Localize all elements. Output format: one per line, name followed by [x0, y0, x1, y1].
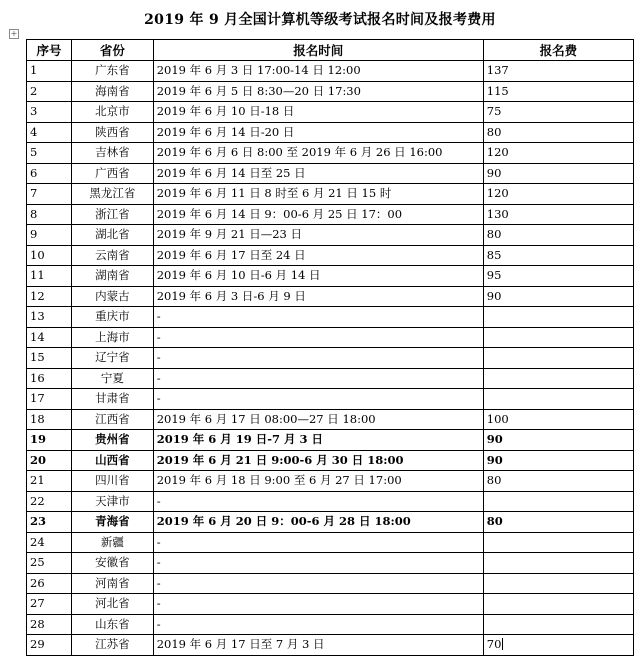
row-time[interactable]: -: [153, 307, 483, 328]
row-fee[interactable]: [483, 614, 633, 635]
table-row: [27, 266, 634, 287]
row-fee[interactable]: [483, 491, 633, 512]
row-number[interactable]: 20: [27, 450, 72, 471]
row-time[interactable]: -: [153, 573, 483, 594]
row-number[interactable]: 19: [27, 430, 72, 451]
row-province[interactable]: 海南省: [71, 81, 153, 102]
row-province[interactable]: 贵州省: [71, 430, 153, 451]
row-time[interactable]: 2019 年 6 月 3 日-6 月 9 日: [153, 286, 483, 307]
table-row: [27, 512, 634, 533]
row-number[interactable]: 10: [27, 245, 72, 266]
table-row: [27, 491, 634, 512]
table-body: [27, 61, 634, 656]
row-fee[interactable]: 70: [483, 635, 633, 656]
header-fee: 报名费: [483, 40, 633, 61]
row-fee[interactable]: 115: [483, 81, 633, 102]
row-fee[interactable]: 80: [483, 512, 633, 533]
table-row: [27, 122, 634, 143]
row-number[interactable]: 2: [27, 81, 72, 102]
row-time[interactable]: 2019 年 6 月 10 日-18 日: [153, 102, 483, 123]
row-number[interactable]: 6: [27, 163, 72, 184]
row-province[interactable]: 重庆市: [71, 307, 153, 328]
header-province: 省份: [71, 40, 153, 61]
row-number[interactable]: 5: [27, 143, 72, 164]
row-fee[interactable]: [483, 573, 633, 594]
table-move-handle-icon[interactable]: +: [10, 29, 18, 38]
table-header-row: [27, 40, 634, 61]
row-province[interactable]: 湖北省: [71, 225, 153, 246]
row-number[interactable]: 18: [27, 409, 72, 430]
table-row: [27, 102, 634, 123]
row-number[interactable]: 15: [27, 348, 72, 369]
row-province[interactable]: 江苏省: [71, 635, 153, 656]
row-number[interactable]: 7: [27, 184, 72, 205]
row-number[interactable]: 17: [27, 389, 72, 410]
row-number[interactable]: 25: [27, 553, 72, 574]
row-number[interactable]: 26: [27, 573, 72, 594]
row-time[interactable]: 2019 年 6 月 18 日 9:00 至 6 月 27 日 17:00: [153, 471, 483, 492]
table-row: [27, 348, 634, 369]
row-province[interactable]: 北京市: [71, 102, 153, 123]
row-number[interactable]: 22: [27, 491, 72, 512]
row-fee[interactable]: 80: [483, 225, 633, 246]
row-number[interactable]: 23: [27, 512, 72, 533]
row-number[interactable]: 4: [27, 122, 72, 143]
row-province[interactable]: 湖南省: [71, 266, 153, 287]
table-row: [27, 61, 634, 82]
row-province[interactable]: 江西省: [71, 409, 153, 430]
row-time[interactable]: -: [153, 553, 483, 574]
header-no: 序号: [27, 40, 72, 61]
table-row: [27, 532, 634, 553]
row-number[interactable]: 14: [27, 327, 72, 348]
row-number[interactable]: 8: [27, 204, 72, 225]
table-row: [27, 327, 634, 348]
row-time[interactable]: 2019 年 6 月 5 日 8:30—20 日 17:30: [153, 81, 483, 102]
row-fee[interactable]: 120: [483, 143, 633, 164]
table-row: [27, 553, 634, 574]
row-number[interactable]: 16: [27, 368, 72, 389]
document-title: 2019 年 9 月全国计算机等级考试报名时间及报考费用: [144, 12, 496, 28]
table-row: [27, 225, 634, 246]
row-number[interactable]: 1: [27, 61, 72, 82]
row-province[interactable]: 天津市: [71, 491, 153, 512]
row-province[interactable]: 山东省: [71, 614, 153, 635]
table-row: [27, 614, 634, 635]
row-fee[interactable]: 90: [483, 163, 633, 184]
row-fee[interactable]: [483, 532, 633, 553]
row-province[interactable]: 辽宁省: [71, 348, 153, 369]
row-number[interactable]: 21: [27, 471, 72, 492]
row-time[interactable]: 2019 年 9 月 21 日—23 日: [153, 225, 483, 246]
row-number[interactable]: 24: [27, 532, 72, 553]
row-fee[interactable]: 90: [483, 450, 633, 471]
row-number[interactable]: 28: [27, 614, 72, 635]
row-time[interactable]: -: [153, 594, 483, 615]
table-row: [27, 573, 634, 594]
row-time[interactable]: -: [153, 614, 483, 635]
header-time: 报名时间: [153, 40, 483, 61]
row-province[interactable]: 山西省: [71, 450, 153, 471]
row-fee[interactable]: [483, 594, 633, 615]
row-fee[interactable]: 100: [483, 409, 633, 430]
row-fee[interactable]: 75: [483, 102, 633, 123]
row-fee[interactable]: 90: [483, 430, 633, 451]
row-province[interactable]: 四川省: [71, 471, 153, 492]
row-province[interactable]: 河南省: [71, 573, 153, 594]
row-time[interactable]: 2019 年 6 月 14 日 9：00-6 月 25 日 17：00: [153, 204, 483, 225]
row-time[interactable]: 2019 年 6 月 14 日-20 日: [153, 122, 483, 143]
table-row: [27, 430, 634, 451]
row-time[interactable]: 2019 年 6 月 19 日-7 月 3 日: [153, 430, 483, 451]
row-fee[interactable]: 137: [483, 61, 633, 82]
row-fee[interactable]: 130: [483, 204, 633, 225]
table-row: [27, 204, 634, 225]
row-time[interactable]: 2019 年 6 月 17 日 08:00—27 日 18:00: [153, 409, 483, 430]
row-fee[interactable]: [483, 307, 633, 328]
row-number[interactable]: 29: [27, 635, 72, 656]
table-row: [27, 594, 634, 615]
row-province[interactable]: 内蒙古: [71, 286, 153, 307]
row-number[interactable]: 11: [27, 266, 72, 287]
table-row: [27, 368, 634, 389]
row-province[interactable]: 浙江省: [71, 204, 153, 225]
row-time[interactable]: -: [153, 491, 483, 512]
row-number[interactable]: 9: [27, 225, 72, 246]
table-row: [27, 286, 634, 307]
row-province[interactable]: 黑龙江省: [71, 184, 153, 205]
row-time[interactable]: 2019 年 6 月 10 日-6 月 14 日: [153, 266, 483, 287]
row-time[interactable]: 2019 年 6 月 3 日 17:00-14 日 12:00: [153, 61, 483, 82]
row-province[interactable]: 上海市: [71, 327, 153, 348]
row-province[interactable]: 吉林省: [71, 143, 153, 164]
table-row: [27, 163, 634, 184]
row-number[interactable]: 27: [27, 594, 72, 615]
table-row: [27, 450, 634, 471]
row-province[interactable]: 广西省: [71, 163, 153, 184]
table-row: [27, 409, 634, 430]
row-fee[interactable]: 90: [483, 286, 633, 307]
row-time[interactable]: -: [153, 368, 483, 389]
table-row: [27, 389, 634, 410]
row-time[interactable]: -: [153, 348, 483, 369]
row-province[interactable]: 河北省: [71, 594, 153, 615]
row-time[interactable]: 2019 年 6 月 17 日至 24 日: [153, 245, 483, 266]
row-province[interactable]: 宁夏: [71, 368, 153, 389]
row-time[interactable]: 2019 年 6 月 6 日 8:00 至 2019 年 6 月 26 日 16:00: [153, 143, 483, 164]
registration-table: [26, 39, 634, 656]
row-number[interactable]: 13: [27, 307, 72, 328]
text-cursor: [502, 638, 503, 650]
row-province[interactable]: 新疆: [71, 532, 153, 553]
row-time[interactable]: -: [153, 389, 483, 410]
row-fee[interactable]: 95: [483, 266, 633, 287]
row-fee[interactable]: [483, 327, 633, 348]
row-time[interactable]: 2019 年 6 月 11 日 8 时至 6 月 21 日 15 时: [153, 184, 483, 205]
row-province[interactable]: 青海省: [71, 512, 153, 533]
row-fee[interactable]: [483, 348, 633, 369]
row-province[interactable]: 安徽省: [71, 553, 153, 574]
row-fee[interactable]: 120: [483, 184, 633, 205]
table-row: [27, 143, 634, 164]
table-row: [27, 81, 634, 102]
row-time[interactable]: -: [153, 532, 483, 553]
row-fee[interactable]: [483, 368, 633, 389]
table-row: [27, 307, 634, 328]
row-fee[interactable]: [483, 389, 633, 410]
row-fee[interactable]: 85: [483, 245, 633, 266]
row-time[interactable]: 2019 年 6 月 14 日至 25 日: [153, 163, 483, 184]
row-time[interactable]: 2019 年 6 月 20 日 9：00-6 月 28 日 18:00: [153, 512, 483, 533]
table-row: [27, 471, 634, 492]
row-fee[interactable]: 80: [483, 471, 633, 492]
row-fee[interactable]: [483, 553, 633, 574]
row-time[interactable]: -: [153, 327, 483, 348]
row-province[interactable]: 陕西省: [71, 122, 153, 143]
row-fee[interactable]: 80: [483, 122, 633, 143]
row-number[interactable]: 12: [27, 286, 72, 307]
table-row: [27, 184, 634, 205]
row-number[interactable]: 3: [27, 102, 72, 123]
table-row: [27, 635, 634, 656]
row-province[interactable]: 甘肃省: [71, 389, 153, 410]
row-time[interactable]: 2019 年 6 月 17 日至 7 月 3 日: [153, 635, 483, 656]
row-province[interactable]: 云南省: [71, 245, 153, 266]
table-row: [27, 245, 634, 266]
row-province[interactable]: 广东省: [71, 61, 153, 82]
row-time[interactable]: 2019 年 6 月 21 日 9:00-6 月 30 日 18:00: [153, 450, 483, 471]
